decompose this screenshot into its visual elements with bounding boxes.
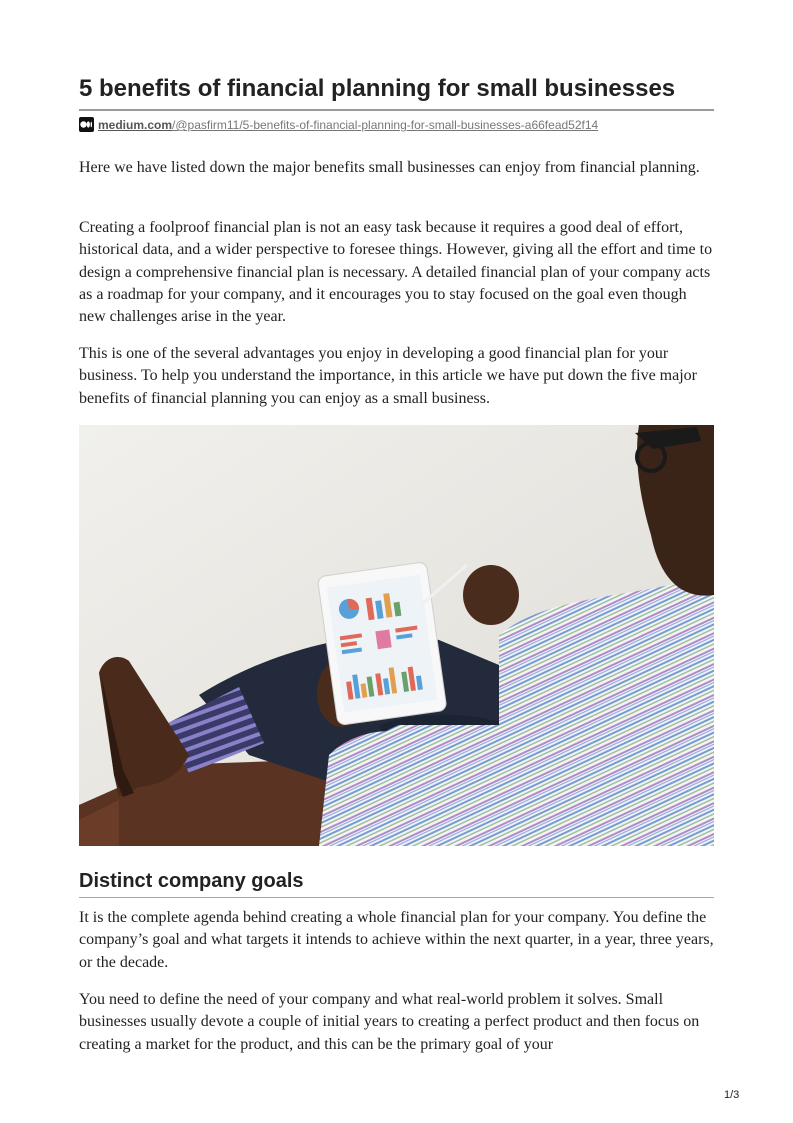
source-link[interactable] <box>79 117 714 133</box>
intro-paragraph: Here we have listed down the major benefits small businesses can enjoy from financial planning. <box>79 159 700 176</box>
source-path[interactable]: /@pasfirm11/5-benefits-of-financial-planning-for-small-businesses-a66fead52f14 <box>172 118 599 132</box>
medium-logo-icon <box>79 117 94 132</box>
article-photo <box>79 425 714 846</box>
section-divider <box>79 897 714 898</box>
body-paragraph: This is one of the several advantages you enjoy in developing a good financial plan for your business. To help you understand the importance, in this article we have put down the five major benefits of financial planning you can enjoy as a small business. <box>79 345 697 407</box>
title-divider <box>79 109 714 111</box>
source-domain[interactable]: medium.com <box>98 118 173 132</box>
section-paragraph: It is the complete agenda behind creating a whole financial plan for your company. You define the company’s goal and what targets it intends to achieve within the next quarter, in a year, three years, or the decade. <box>79 909 714 971</box>
body-paragraph: Creating a foolproof financial plan is not an easy task because it requires a good deal of effort, historical data, and a wider perspective to foresee things. However, giving all the effort and time to design a comprehensive financial plan is necessary. A detailed financial plan of your company acts as a roadmap for your company, and it encourages you to stay focused on the goal even though new challenges arise in the year. <box>79 219 713 326</box>
article-title: 5 benefits of financial planning for small businesses <box>79 75 676 102</box>
page-number: 1/3 <box>724 1089 740 1101</box>
section-paragraph: You need to define the need of your company and what real-world problem it solves. Small businesses usually devote a couple of initial years to creating a perfect product and then focus on creating a market for the product, and this can be the primary goal of your <box>79 991 700 1053</box>
section-heading: Distinct company goals <box>79 870 304 892</box>
